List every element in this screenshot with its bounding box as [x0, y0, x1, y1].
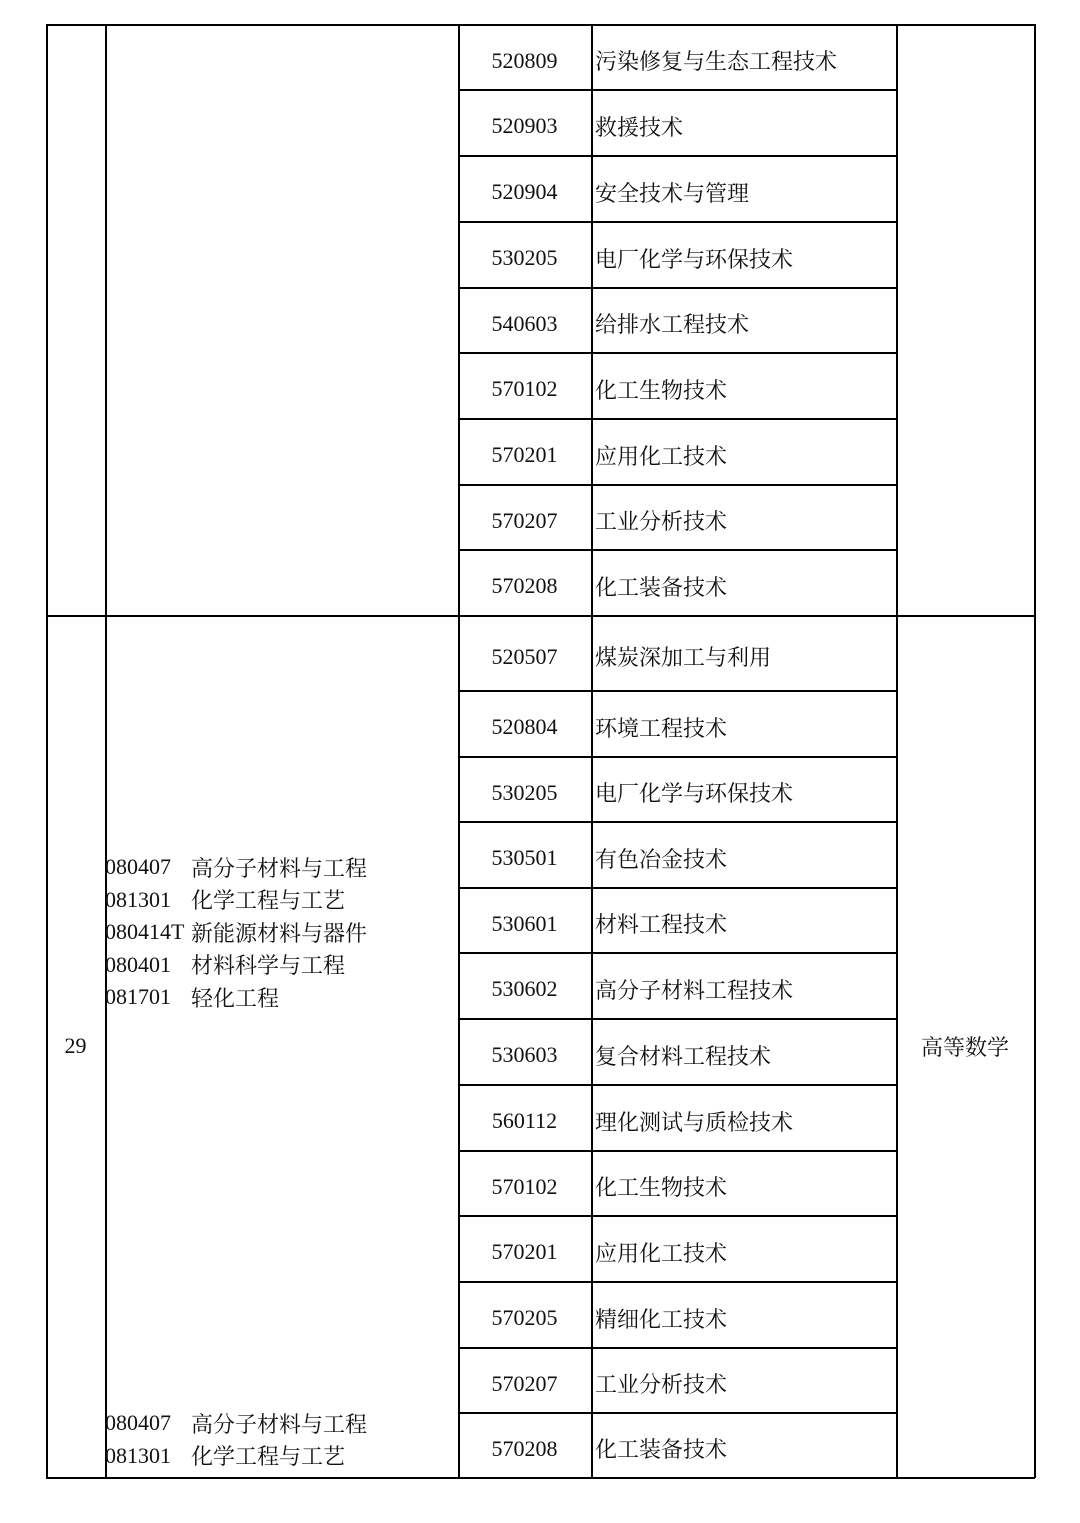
row-divider [458, 1281, 896, 1283]
vocational-major-name: 材料工程技术 [595, 913, 728, 938]
vocational-major-name: 电厂化学与环保技术 [595, 247, 794, 273]
table-border-right [1034, 24, 1036, 1478]
vocational-major-code: 530205 [491, 779, 558, 805]
vocational-major-code: 520903 [491, 113, 558, 138]
undergraduate-major-code: 080414T [105, 919, 185, 945]
vocational-major-code: 520804 [491, 714, 558, 739]
row-divider [458, 1084, 896, 1086]
vocational-major-name: 有色冶金技术 [595, 847, 728, 873]
vocational-major-name: 工业分析技术 [595, 1373, 728, 1398]
vocational-major-code: 560112 [491, 1108, 558, 1133]
row-divider [458, 1018, 896, 1020]
row-divider [458, 155, 896, 157]
vocational-major-code: 530601 [491, 910, 558, 936]
row-divider [458, 484, 896, 486]
row-divider [458, 418, 896, 420]
group-divider [46, 615, 1034, 617]
undergraduate-major [105, 884, 457, 917]
vocational-major-name: 给排水工程技术 [595, 313, 750, 338]
undergraduate-major-code: 081301 [105, 1442, 171, 1468]
column-divider [105, 24, 107, 1477]
row-number: 29 [64, 1033, 87, 1058]
vocational-major-name: 精细化工技术 [595, 1307, 728, 1333]
vocational-major-code: 570208 [491, 573, 558, 598]
row-divider [458, 549, 896, 551]
table-border-top [46, 24, 1035, 26]
vocational-major-name: 理化测试与质检技术 [595, 1110, 794, 1136]
vocational-major-code: 570102 [491, 1173, 558, 1199]
vocational-major-name: 化工生物技术 [595, 378, 728, 404]
row-divider [458, 1215, 896, 1217]
vocational-major-name: 化工装备技术 [595, 575, 728, 601]
vocational-major-code: 570102 [491, 376, 558, 401]
vocational-major-code: 520507 [491, 643, 558, 669]
undergraduate-major [105, 1407, 457, 1440]
vocational-major-name: 高分子材料工程技术 [595, 978, 794, 1004]
undergraduate-major-name: 化学工程与工艺 [191, 889, 346, 915]
undergraduate-major-code: 080407 [105, 854, 171, 880]
vocational-major-name: 安全技术与管理 [595, 181, 750, 207]
vocational-major-code: 530603 [491, 1042, 558, 1067]
undergraduate-major-name: 轻化工程 [191, 986, 280, 1012]
vocational-major-name: 电厂化学与环保技术 [595, 782, 794, 807]
row-divider [458, 287, 896, 289]
vocational-major-code: 570201 [491, 1239, 558, 1264]
undergraduate-major-name: 新能源材料与器件 [191, 921, 368, 947]
undergraduate-major-name: 化学工程与工艺 [191, 1445, 346, 1471]
row-divider [458, 821, 896, 823]
vocational-major-code: 530602 [491, 976, 558, 1001]
vocational-major-code: 570201 [491, 442, 558, 467]
undergraduate-major-name: 高分子材料与工程 [191, 856, 368, 882]
vocational-major-name: 应用化工技术 [595, 1241, 728, 1267]
vocational-major-code: 520809 [491, 47, 558, 73]
vocational-major-code: 540603 [491, 310, 558, 336]
vocational-major-name: 煤炭深加工与利用 [595, 646, 772, 671]
vocational-major-code: 570208 [491, 1435, 558, 1461]
vocational-major-name: 污染修复与生态工程技术 [595, 50, 838, 75]
row-divider [458, 887, 896, 889]
exam-subject: 高等数学 [920, 1035, 1009, 1061]
row-divider [458, 1412, 896, 1414]
vocational-major-code: 530501 [491, 845, 558, 870]
vocational-major-code: 530205 [491, 245, 558, 270]
vocational-major-name: 工业分析技术 [595, 510, 728, 535]
row-divider [458, 221, 896, 223]
vocational-major-name: 化工装备技术 [595, 1438, 728, 1463]
undergraduate-major-name: 高分子材料与工程 [191, 1412, 368, 1438]
vocational-major-code: 570205 [491, 1305, 558, 1330]
undergraduate-major [105, 1440, 457, 1473]
vocational-major-name: 化工生物技术 [595, 1176, 728, 1201]
row-divider [458, 952, 896, 954]
undergraduate-major-code: 081301 [105, 886, 171, 912]
vocational-major-code: 570207 [491, 1370, 558, 1396]
vocational-major-code: 520904 [491, 179, 558, 204]
vocational-major-name: 救援技术 [595, 115, 684, 141]
undergraduate-major-code: 081701 [105, 984, 171, 1010]
vocational-major-name: 应用化工技术 [595, 444, 728, 470]
row-divider [458, 690, 896, 692]
vocational-major-code: 570207 [491, 507, 558, 533]
row-divider [458, 1347, 896, 1349]
undergraduate-major-list [105, 1407, 457, 1472]
undergraduate-major-code: 080407 [105, 1410, 171, 1436]
undergraduate-major [105, 851, 457, 884]
undergraduate-major [105, 949, 457, 982]
undergraduate-major-list [105, 851, 457, 1014]
undergraduate-major [105, 981, 457, 1014]
undergraduate-major-name: 材料科学与工程 [191, 954, 346, 980]
undergraduate-major [105, 916, 457, 949]
row-divider [458, 1150, 896, 1152]
vocational-major-name: 环境工程技术 [595, 716, 728, 742]
row-divider [458, 756, 896, 758]
row-divider [458, 352, 896, 354]
undergraduate-major-code: 080401 [105, 951, 171, 977]
vocational-major-name: 复合材料工程技术 [595, 1044, 772, 1070]
table-border-bottom [46, 1477, 1035, 1479]
row-divider [458, 89, 896, 91]
